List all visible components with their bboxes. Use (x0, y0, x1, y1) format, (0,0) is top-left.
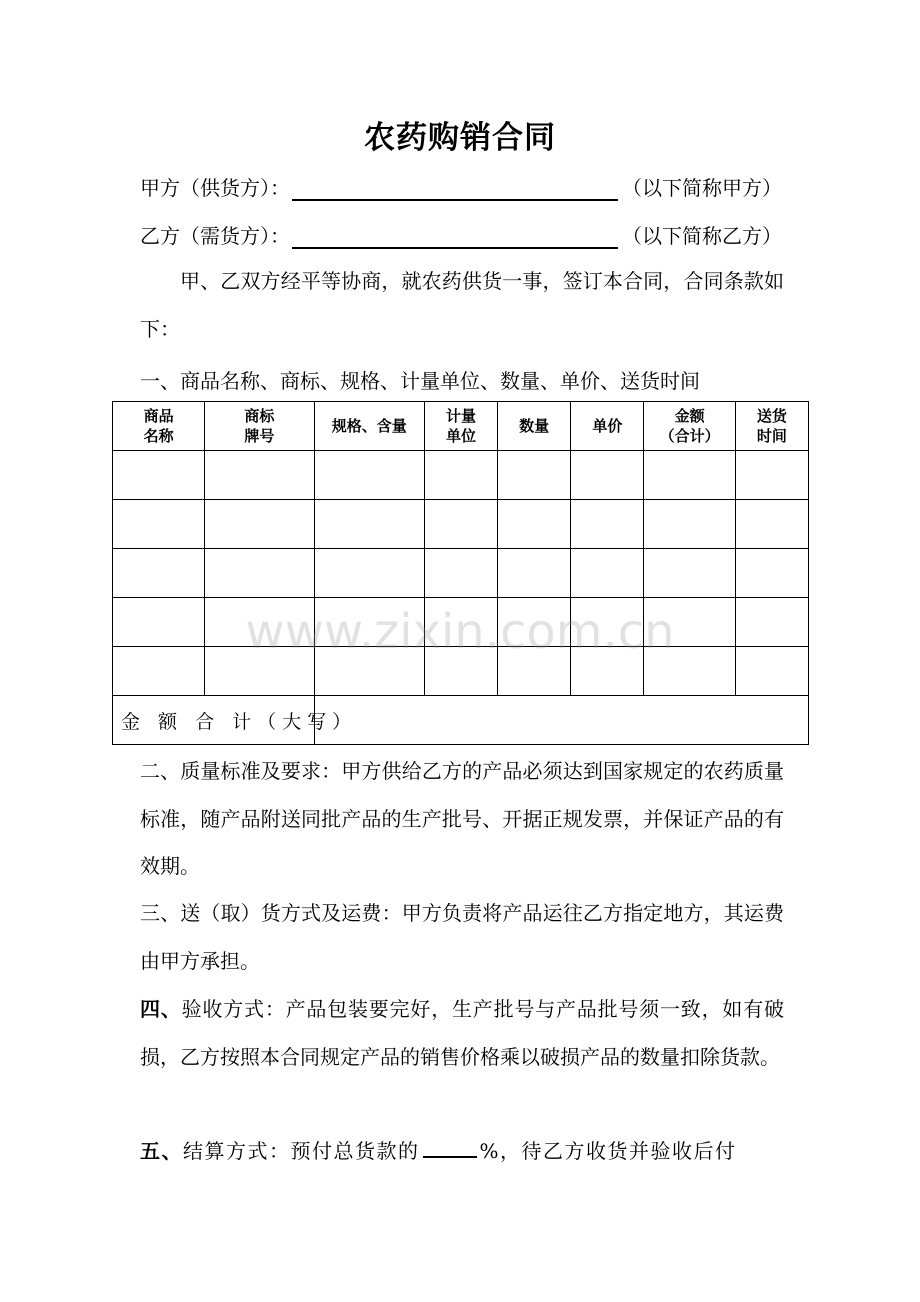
table-cell[interactable] (498, 647, 571, 696)
table-cell[interactable] (644, 647, 735, 696)
table-cell[interactable] (571, 500, 644, 549)
table-cell[interactable] (314, 647, 424, 696)
column-header: 商品 名称 (113, 402, 205, 451)
table-cell[interactable] (571, 598, 644, 647)
table-cell[interactable] (735, 549, 808, 598)
table-row (113, 598, 809, 647)
prepay-percent-blank[interactable] (423, 1138, 477, 1158)
column-header: 计量 单位 (424, 402, 497, 451)
table-header-row (113, 402, 809, 451)
intro-paragraph: 甲、乙双方经平等协商，就农药供货一事，签订本合同，合同条款如下： (140, 269, 784, 341)
party-b-blank[interactable] (292, 229, 618, 249)
column-header: 规格、含量 (314, 402, 424, 451)
table-cell[interactable] (498, 598, 571, 647)
table-row (113, 451, 809, 500)
table-cell[interactable] (571, 647, 644, 696)
section4-text: ：产品包装要完好，生产批号与产品批号须一致，如有破损，乙方按照本合同规定产品的销售价格乘以破损产品的数量扣除货款。 (140, 997, 785, 1069)
table-cell[interactable] (314, 549, 424, 598)
party-a-blank[interactable] (292, 181, 618, 201)
table-row (113, 647, 809, 696)
party-b-suffix: （以下简称乙方） (622, 224, 782, 248)
section2-text: ：甲方供给乙方的产品必须达到国家规定的农药质量标准，随产品附送同批产品的生产批号、开据正规发票，并保证产品的有效期。 (140, 759, 785, 878)
section5-paragraph (140, 1128, 784, 1176)
table-cell[interactable] (571, 451, 644, 500)
table-cell[interactable] (644, 549, 735, 598)
section3-text: ：甲方负责将产品运往乙方指定地方，其运费由甲方承担。 (140, 901, 785, 973)
column-header: 数量 (498, 402, 571, 451)
table-cell[interactable] (113, 451, 205, 500)
table-cell[interactable] (644, 451, 735, 500)
table-cell[interactable] (113, 598, 205, 647)
table-cell[interactable] (205, 549, 314, 598)
table-cell[interactable] (113, 549, 205, 598)
table-cell[interactable] (498, 451, 571, 500)
party-a-line (140, 172, 782, 201)
table-cell[interactable] (644, 500, 735, 549)
column-header: 送货 时间 (735, 402, 808, 451)
section1-heading: 一、商品名称、商标、规格、计量单位、数量、单价、送货时间 (140, 369, 700, 393)
total-amount-label: 金 额 合 计（大写） (113, 696, 315, 745)
section4-paragraph (140, 986, 784, 1081)
table-cell[interactable] (424, 598, 497, 647)
column-header: 单价 (571, 402, 644, 451)
total-amount-field[interactable] (314, 696, 808, 745)
table-cell[interactable] (424, 451, 497, 500)
table-cell[interactable] (314, 598, 424, 647)
table-cell[interactable] (205, 598, 314, 647)
table-cell[interactable] (424, 500, 497, 549)
table-cell[interactable] (314, 500, 424, 549)
table-cell[interactable] (113, 647, 205, 696)
table-cell[interactable] (735, 598, 808, 647)
table-row (113, 500, 809, 549)
table-cell[interactable] (498, 549, 571, 598)
column-header: 商标 牌号 (205, 402, 314, 451)
table-cell[interactable] (205, 500, 314, 549)
section4-number: 四、 (140, 997, 182, 1021)
party-b-label: 乙方（需货方）： (140, 224, 290, 248)
party-b-line (140, 220, 782, 249)
table-cell[interactable] (113, 500, 205, 549)
party-a-label: 甲方（供货方）： (140, 176, 290, 200)
section5-text: %，待乙方收货并验收后付 (479, 1139, 737, 1163)
section5-number: 五、 (140, 1139, 183, 1163)
goods-table (112, 401, 809, 745)
section2-paragraph (140, 748, 784, 891)
table-cell[interactable] (314, 451, 424, 500)
column-header: 金额 （合计） (644, 402, 735, 451)
section3-heading: 三、送（取）货方式及运费 (140, 901, 382, 925)
total-row (113, 696, 809, 745)
table-cell[interactable] (424, 647, 497, 696)
table-cell[interactable] (498, 500, 571, 549)
table-cell[interactable] (735, 647, 808, 696)
table-cell[interactable] (205, 647, 314, 696)
party-a-suffix: （以下简称甲方） (622, 176, 782, 200)
table-row (113, 549, 809, 598)
section3-paragraph (140, 890, 784, 985)
section2-heading: 二、质量标准及要求 (140, 759, 322, 783)
table-cell[interactable] (735, 500, 808, 549)
table-cell[interactable] (644, 598, 735, 647)
watermark: www.zixin.com.cn (245, 604, 675, 660)
table-cell[interactable] (424, 549, 497, 598)
table-cell[interactable] (205, 451, 314, 500)
table-cell[interactable] (571, 549, 644, 598)
table-cell[interactable] (735, 451, 808, 500)
document-title: 农药购销合同 (364, 120, 556, 156)
section5-heading: 结算方式：预付总货款的 (183, 1139, 420, 1163)
section4-heading: 验收方式 (181, 997, 265, 1021)
